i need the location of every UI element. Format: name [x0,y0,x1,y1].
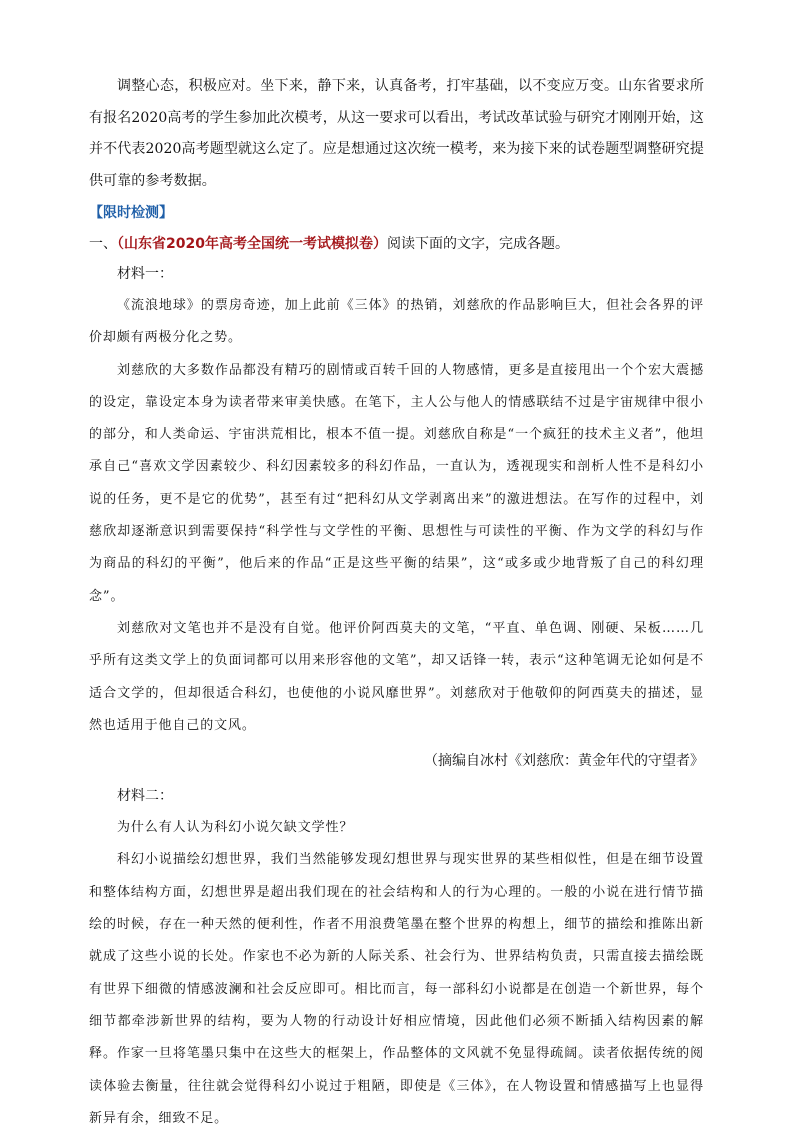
intro-paragraph: 调整心态，积极应对。坐下来，静下来，认真备考，打牢基础，以不变应万变。山东省要求所有报名2020高考的学生参加此次模考，从这一要求可以看出，考试改革试验与研究才刚刚开始，这并不代表2020高考题型就这么定了。应是想通过这次统一模考，来为接下来的试卷题型调整研究提供可靠的参考数据。 [89,78,704,189]
material-two-title: 材料二： [117,788,173,805]
material-two-paragraph: 为什么有人认为科幻小说欠缺文学性？ [117,820,354,836]
material-one-paragraph: 《流浪地球》的票房奇迹，加上此前《三体》的热销，刘慈欣的作品影响巨大，但社会各界的评价却颇有两极分化之势。 [89,298,704,346]
material-two-paragraph: 科幻小说描绘幻想世界，我们当然能够发现幻想世界与现实世界的某些相似性，但是在细节设置和整体结构方面，幻想世界是超出我们现在的社会结构和人的行为心理的。一般的小说在进行情节描绘的时候，存在一种天然的便利性，作者不用浪费笔墨在整个世界的构想上，细节的描绘和推陈出新就成了这些小说的长处。作家也不必为新的人际关系、社会行为、世界结构负责，只需直接去描绘既有世界下细微的情感波澜和社会反应即可。相比而言，每一部科幻小说都是在创造一个新世界，每个细节都牵涉新世界的结构，要为人物的行动设计好相应情境，因此他们必须不断插入结构因素的解释。作家一旦将笔墨只集中在这些大的框架上，作品整体的文风就不免显得疏阔。读者依据传统的阅读体验去衡量，往往就会觉得科幻小说过于粗陋，即使是《三体》，在人物设置和情感描写上也显得新异有余，细致不足。 [89,852,704,1126]
material-one-attribution: （摘编自冰村《刘慈欣：黄金年代的守望者》 [424,753,704,770]
question-number: 一、 [89,236,117,252]
material-one-paragraph: 刘慈欣对文笔也并不是没有自觉。他评价阿西莫夫的文笔，“平直、单色调、刚硬、呆板……几乎所有这类文学上的负面词都可以用来形容他的文笔”，却又话锋一转，表示“这种笔调无论如何是不适合文学的，但却很适合科幻，也使他的小说风靡世界”。刘慈欣对于他敬仰的阿西莫夫的描述，显然也适用于他自己的文风。 [89,620,704,733]
question-instruction: 阅读下面的文字，完成各题。 [386,236,569,252]
question-heading [89,230,704,258]
question-source: （山东省2020年高考全国统一考试模拟卷） [117,236,387,252]
material-one-title: 材料一： [117,266,173,282]
section-tag-timed-test: 【限时检测】 [89,205,173,221]
material-one-paragraph: 刘慈欣的大多数作品都没有精巧的剧情或百转千回的人物感情，更多是直接甩出一个个宏大震撼的设定，靠设定本身为读者带来审美快感。在笔下，主人公与他人的情感联结不过是宇宙规律中很小的部分，和人类命运、宇宙洪荒相比，根本不值一提。刘慈欣自称是“一个疯狂的技术主义者”，他坦承自己“喜欢文学因素较少、科幻因素较多的科幻作品，一直认为，透视现实和剖析人性不是科幻小说的任务，更不是它的优势”，甚至有过“把科幻从文学剥离出来”的激进想法。在写作的过程中，刘慈欣却逐渐意识到需要保持“科学性与文学性的平衡、思想性与可读性的平衡、作为文学的科幻与作为商品的科幻的平衡”，他后来的作品“正是这些平衡的结果”，这“或多或少地背叛了自己的科幻理念”。 [89,362,704,604]
